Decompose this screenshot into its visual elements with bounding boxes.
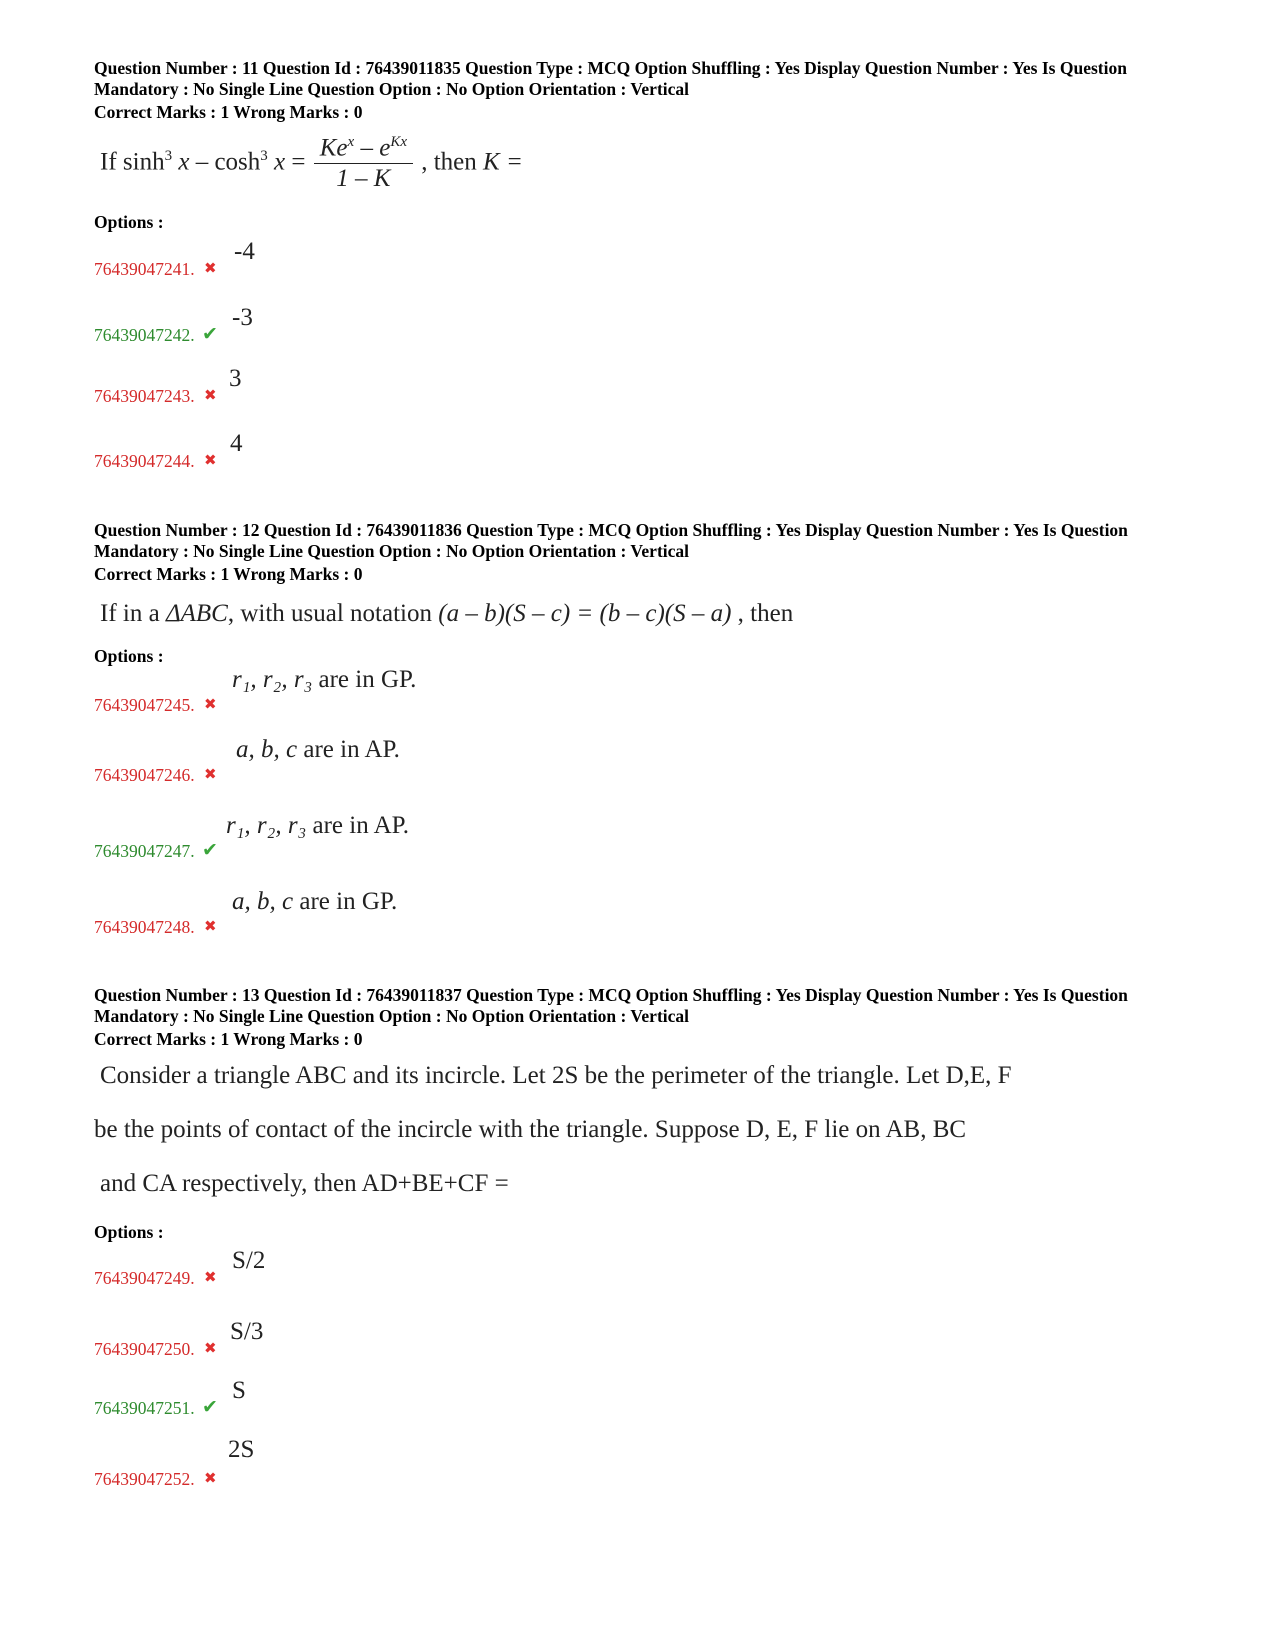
stem-line: Consider a triangle ABC and its incircle. Let 2S be the perimeter of the triangle. Let D,E, F <box>100 1062 1012 1089</box>
question-marks: Correct Marks : 1 Wrong Marks : 0 <box>94 1029 363 1049</box>
wrong-icon: ✖ <box>204 261 217 277</box>
option-id: 76439047249. <box>94 1268 195 1288</box>
option-row[interactable] <box>94 1247 694 1289</box>
option-text: S/3 <box>230 1318 264 1345</box>
question-stem: If $\sinh^3 x - \cosh^3 x$ = $\frac{Ke^x - e^{Kx}}{1 - K}$ , then K = <box>100 134 523 193</box>
option-id: 76439047241. <box>94 259 195 279</box>
check-icon: ✔ <box>202 324 218 345</box>
wrong-icon: ✖ <box>204 697 217 713</box>
option-text: 2S <box>228 1436 255 1463</box>
option-text: -4 <box>234 238 255 265</box>
option-id: 76439047245. <box>94 695 195 715</box>
option-row[interactable] <box>94 1436 694 1490</box>
option-id: 76439047252. <box>94 1469 195 1489</box>
option-row[interactable] <box>94 888 694 938</box>
question-stem: If in a ΔABC, with usual notation (a – b)(S – c) = (b – c)(S – a) , then <box>100 600 794 627</box>
wrong-icon: ✖ <box>204 767 217 783</box>
wrong-icon: ✖ <box>204 388 217 404</box>
check-icon: ✔ <box>202 1397 218 1418</box>
fraction: $\frac{Ke^x - e^{Kx}}{1 - K}$ <box>314 134 413 193</box>
stem-line: be the points of contact of the incircle with the triangle. Suppose D, E, F lie on AB, BC <box>94 1116 967 1143</box>
question-meta-line1: Question Number : 12 Question Id : 76439011836 Question Type : MCQ Option Shuffling : Yes Display Question Number : Yes Is Question <box>94 520 1128 540</box>
option-row[interactable] <box>94 1377 694 1419</box>
wrong-icon: ✖ <box>204 1471 217 1487</box>
option-row[interactable] <box>94 430 694 472</box>
options-label: Options : <box>94 646 164 666</box>
option-text: a, b, c are in GP. <box>232 888 398 915</box>
wrong-icon: ✖ <box>204 919 217 935</box>
wrong-icon: ✖ <box>204 1341 217 1357</box>
question-meta-line1: Question Number : 13 Question Id : 76439011837 Question Type : MCQ Option Shuffling : Yes Display Question Number : Yes Is Question <box>94 985 1128 1005</box>
option-id: 76439047246. <box>94 765 195 785</box>
option-row[interactable] <box>94 304 694 346</box>
option-text: S/2 <box>232 1247 266 1274</box>
option-id: 76439047248. <box>94 917 195 937</box>
option-row[interactable] <box>94 812 694 862</box>
option-text: r₁, r₂, r₃ are in AP. <box>226 812 410 839</box>
question-stem <box>94 1062 1194 1212</box>
stem-line: and CA respectively, then AD+BE+CF = <box>100 1170 509 1197</box>
option-id: 76439047244. <box>94 451 195 471</box>
options-label: Options : <box>94 1222 164 1242</box>
option-text: 4 <box>230 430 243 457</box>
option-id: 76439047247. <box>94 841 195 861</box>
option-row[interactable] <box>94 666 694 716</box>
wrong-icon: ✖ <box>204 453 217 469</box>
option-id: 76439047242. <box>94 325 195 345</box>
option-id: 76439047251. <box>94 1398 195 1418</box>
question-meta-line1: Question Number : 11 Question Id : 76439011835 Question Type : MCQ Option Shuffling : Yes Display Question Number : Yes Is Question <box>94 58 1127 78</box>
check-icon: ✔ <box>202 840 218 861</box>
option-row[interactable] <box>94 1318 694 1360</box>
question-13 <box>94 985 1204 1050</box>
option-row[interactable] <box>94 238 694 280</box>
wrong-icon: ✖ <box>204 1270 217 1286</box>
option-id: 76439047250. <box>94 1339 195 1359</box>
question-meta-line2: Mandatory : No Single Line Question Option : No Option Orientation : Vertical <box>94 541 690 561</box>
question-meta-line2: Mandatory : No Single Line Question Option : No Option Orientation : Vertical <box>94 1006 690 1026</box>
option-text: S <box>232 1377 246 1404</box>
option-text: r₁, r₂, r₃ are in GP. <box>232 666 417 693</box>
option-row[interactable] <box>94 736 694 786</box>
question-11 <box>94 58 1204 123</box>
option-text: a, b, c are in AP. <box>236 736 400 763</box>
question-12 <box>94 520 1204 585</box>
option-text: -3 <box>232 304 253 331</box>
option-text: 3 <box>229 365 242 392</box>
option-row[interactable] <box>94 365 694 407</box>
options-label: Options : <box>94 212 164 232</box>
question-marks: Correct Marks : 1 Wrong Marks : 0 <box>94 102 363 122</box>
question-marks: Correct Marks : 1 Wrong Marks : 0 <box>94 564 363 584</box>
option-id: 76439047243. <box>94 386 195 406</box>
question-meta-line2: Mandatory : No Single Line Question Option : No Option Orientation : Vertical <box>94 79 690 99</box>
